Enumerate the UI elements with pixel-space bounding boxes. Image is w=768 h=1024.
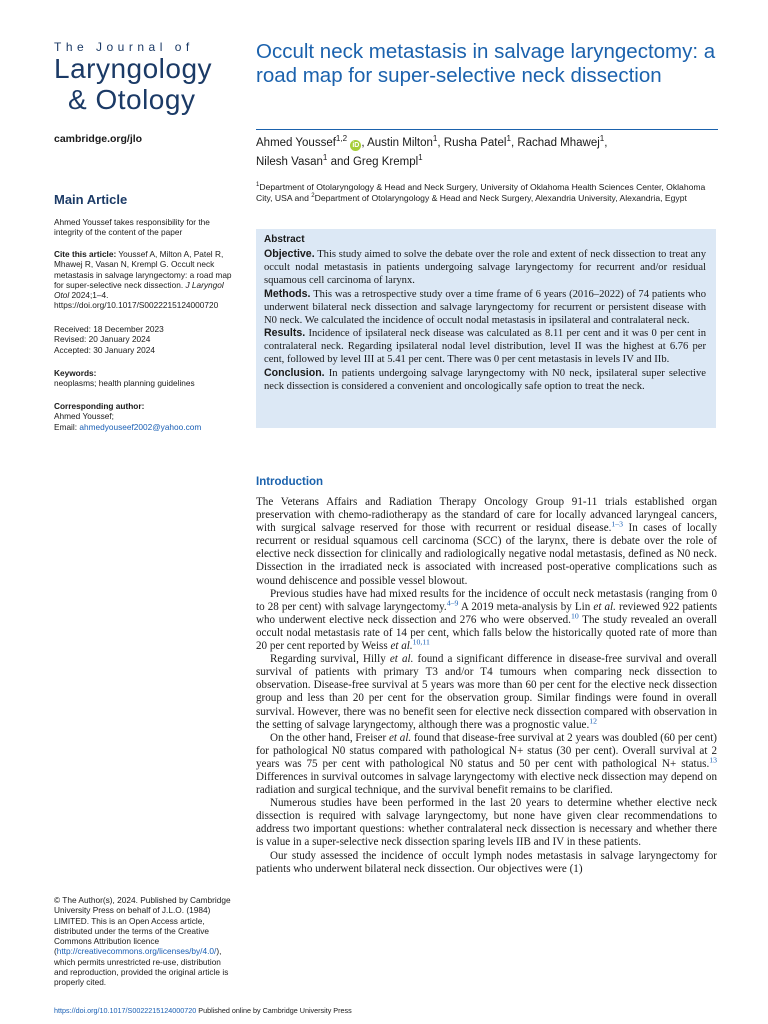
responsibility-note: Ahmed Youssef takes responsibility for the integrity of the content of the paper [54, 217, 210, 238]
cite-doi: 2024;1–4. https://doi.org/10.1017/S0022215124000720 [54, 290, 219, 311]
abstract-results: Results. Incidence of ipsilateral neck disease was calculated as 8.11 per cent and it was 0 per cent in contralateral neck. Regarding ipsilateral nodal level distribution, level II was the highest at 6.76 per cent, followed by level III at 5.41 per cent. There was 0 per cent metastasis in levels IV and IIb. [264, 327, 706, 366]
abstract-objective: Objective. This study aimed to solve the debate over the role and extent of neck dissection to treat any occult nodal metastasis in patients undergoing salvage laryngectomy for recurrent and/or residual squamous cell carcinoma of larynx. [264, 248, 706, 286]
keywords-label: Keywords: [54, 368, 97, 378]
citation-ref[interactable]: 4–9 [446, 598, 459, 608]
citation-ref[interactable]: 10,11 [412, 637, 430, 647]
paragraph: On the other hand, Freiser et al. found that disease-free survival at 2 years was doubled (60 per cent) for pathological N0 status compared with pathological N+ status (30 per cent). Overall survival at 2 years was 75 per cent with pathological N0 status and 50 per cent with pathological N+ status.$^{13}$ Differences in survival outcomes in salvage laryngectomy with elective neck dissection may depend on radiation and surgical technique, and the survival benefit remains to be clarified. [256, 731, 717, 797]
journal-name-sub: & Otology [68, 84, 196, 115]
author-name: Ahmed Youssef [256, 137, 336, 149]
keywords: neoplasms; health planning guidelines [54, 378, 195, 389]
author-name: Rachad Mhawej [517, 137, 600, 149]
paragraph: Our study assessed the incidence of occult lymph nodes metastasis in salvage laryngectomy for patients who underwent bilateral neck dissection. Our objectives were (1) [256, 849, 717, 875]
doi-link[interactable]: https://doi.org/10.1017/S0022215124000720 [54, 1006, 197, 1015]
abstract-box [256, 229, 716, 428]
introduction-heading: Introduction [256, 476, 324, 488]
paragraph: The Veterans Affairs and Radiation Therapy Oncology Group 91-11 trials established organ preservation with chemo-radiotherapy as the standard of care for locally advanced laryngeal cancers, with surgical salvage reserved for those with recurrent or residual disease.$^{1-3}$ In cases of locally recurrent or residual squamous cell carcinoma (SCC) of the larynx, there is debate over the role of elective neck dissection for clinically and radiologically negative nodal metastasis, defined as N0 neck. Dissection in the irradiated neck is associated with increased post-operative complications such as wound dehiscence and possible vessel blowout. [256, 496, 718, 587]
journal-name-top: The Journal of [54, 40, 194, 54]
cite-label: Cite this article: [54, 249, 117, 259]
introduction-body [256, 496, 717, 876]
abstract-methods: Methods. This was a retrospective study over a time frame of 6 years (2016–2022) of 74 patients who underwent bilateral neck dissection and salvage laryngectomy for recurrent or persistent disease with N0 neck. We calculated the incidence of occult nodal metastasis in ipsilateral and contralateral neck. [264, 287, 706, 326]
corresponding-author-block [54, 401, 236, 432]
paragraph: Numerous studies have been performed in the last 20 years to determine whether elective neck dissection is required with salvage laryngectomy, but none have given clear recommendations to address two important questions: whether contralateral neck dissection is necessary and whether there is value in a super-selective neck dissection sparing levels IIB and IV in these patients. [256, 797, 717, 849]
corr-name: Ahmed Youssef; [54, 411, 114, 422]
published-note: Published online by Cambridge University Press [196, 1006, 352, 1015]
author-name: Rusha Patel [443, 137, 507, 149]
citation-block [54, 249, 236, 311]
article-title: Occult neck metastasis in salvage laryngectomy: a road map for super-selective neck dissection [256, 40, 716, 87]
citation-ref[interactable]: 13 [709, 755, 717, 765]
author-name: Greg Krempl [352, 156, 419, 168]
affiliations: $^1$Department of Otolaryngology & Head and Neck Surgery, University of Oklahoma Health Sciences Center, Oklahoma City, USA and $^2$Department of Otolaryngology & Head and Neck Surgery, Alexandria University, Alexandria, Egypt [256, 182, 706, 204]
article-type: Main Article [54, 192, 128, 207]
cite-text: Youssef A, Milton A, Patel R, Mhawej R, Vasan N, Krempl G. Occult neck metastasis in salvage laryngectomy: a road map for super-selective neck dissection. [54, 249, 232, 290]
corr-label: Corresponding author: [54, 401, 145, 411]
orcid-icon[interactable]: iD [352, 142, 360, 149]
page-footer [54, 1006, 352, 1015]
paragraph: Regarding survival, Hilly et al. found a significant difference in disease-free survival and overall survival of patients with primary T3 and/or T4 tumours when comparing neck dissection to observation. Disease-free survival at 5 years was more than 60 per cent for the elective neck dissection group and less than 20 per cent for the observation group. Similar findings were found in overall survival. However, there was no benefit seen for elective neck dissection compared with observation in the setting of salvage laryngectomy, although there was a prognostic value.$^{12}$ [256, 653, 717, 731]
abstract-conclusion: Conclusion. In patients undergoing salvage laryngectomy with N0 neck, ipsilateral super selective neck dissection is considered a convenient and oncologically safe option to treat the neck. [264, 367, 706, 393]
abstract-heading: Abstract [264, 234, 305, 245]
keywords-block [54, 368, 236, 389]
title-rule [256, 129, 718, 130]
cite-journal: J Laryngol Otol [54, 279, 224, 301]
journal-name-main: Laryngology [54, 53, 213, 84]
citation-ref[interactable]: 10 [570, 611, 579, 621]
paragraph: Previous studies have had mixed results for the incidence of occult neck metastasis (ranging from 0 to 28 per cent) with salvage laryngectomy.$^{4-9}$ A 2019 meta-analysis by Lin et al. reviewed 922 patients who underwent elective neck dissection and 276 who were observed.$^{10}$ The study revealed an overall occult nodal metastasis rate of 14 per cent, which falls below the historically quoted rate of more than 20 per cent reported by Weiss et al.$^{10,11}$ [256, 587, 718, 653]
received-date: Received: 18 December 2023 [54, 324, 164, 334]
citation-ref[interactable]: 12 [589, 715, 597, 725]
revised-date: Revised: 20 January 2024 [54, 334, 151, 345]
license-link[interactable]: http://creativecommons.org/licenses/by/4.0/ [56, 946, 217, 957]
journal-url[interactable]: cambridge.org/jlo [54, 133, 143, 145]
email-label: Email: [54, 421, 80, 432]
license-block: © The Author(s), 2024. Published by Cambridge University Press on behalf of J.L.O. (1984) LIMITED. This is an Open Access article, distributed under the terms of the Creative Commons Attribution licence (http://creativecommons.org/licenses/by/4.0/), which permits unrestricted re-use, distribution and reproduction, provided the original article is properly cited. [54, 895, 231, 988]
email-link[interactable]: ahmedyouseef2002@yahoo.com [79, 421, 202, 432]
journal-logo [54, 40, 244, 116]
author-list: Ahmed Youssef$^{1,2}$ iD , Austin Milton$^1$, Rusha Patel$^1$, Rachad Mhawej$^1$, Nilesh Vasan$^1$ and Greg Krempl$^1$ [256, 134, 608, 168]
accepted-date: Accepted: 30 January 2024 [54, 344, 156, 355]
citation-ref[interactable]: 1–3 [611, 519, 624, 529]
author-name: Austin Milton [367, 137, 433, 149]
dates-block [54, 324, 236, 355]
author-name: Nilesh Vasan [256, 156, 323, 168]
